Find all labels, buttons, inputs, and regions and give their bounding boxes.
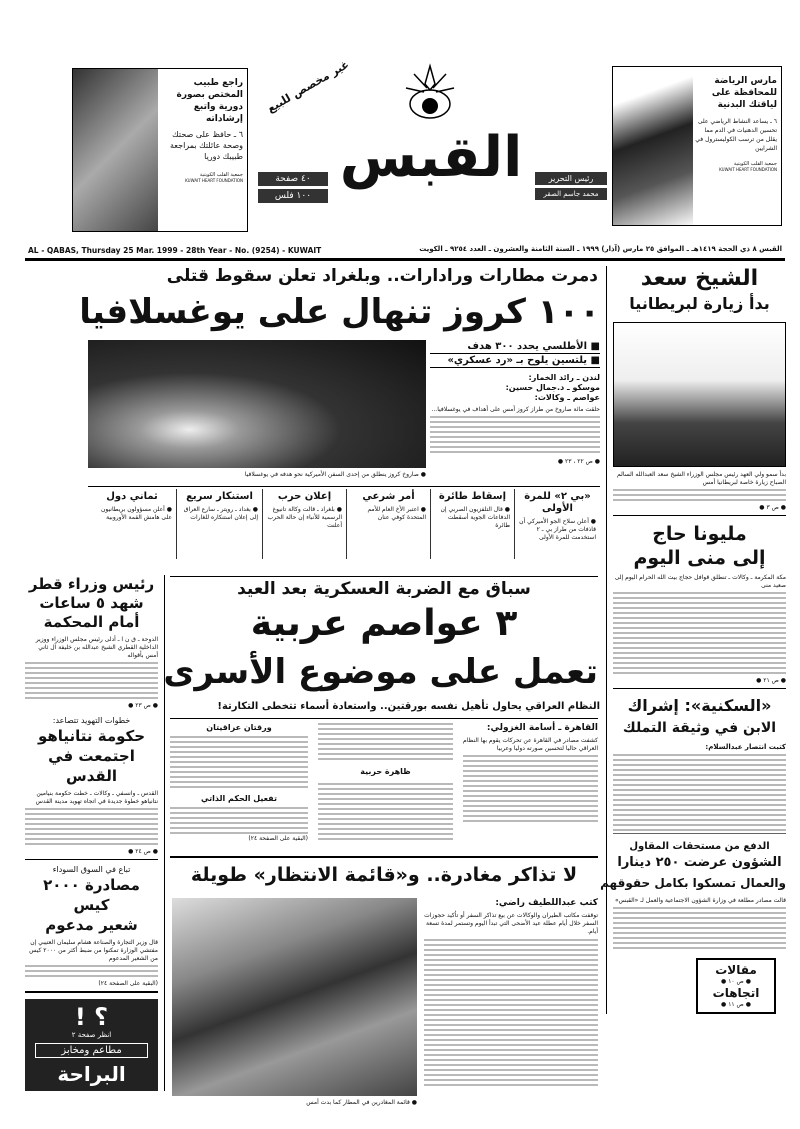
ad-left-text: ٦ ـ حافظ على صحتك وصحة عائلتك بمراجعة طبيبك دوريا xyxy=(169,130,243,161)
brief-title: «بي ٢» للمرة الأولى xyxy=(524,491,591,514)
israel-headline: حكومة نتانياهو اجتمعت في القدس xyxy=(37,727,146,785)
lead-kicker: دمرت مطارات ورادارات.. وبلغراد تعلن سقوط قتلى xyxy=(166,266,598,286)
ad-right-image xyxy=(613,67,693,226)
bakery-ad-marks: ؟ ! xyxy=(74,1003,109,1031)
hajj-body xyxy=(613,592,786,677)
dateline-arabic: القبس ٨ ذي الحجة ١٤١٩هـ ـ الموافق ٢٥ مارس (آذار) ١٩٩٩ ـ السنة الثامنة والعشرون ـ العدد ٩٢٥٤ ـ الكويت xyxy=(419,245,782,253)
tickets-body-text xyxy=(424,939,598,1089)
iraq-subdeck: النظام العراقي يحاول تأهيل نفسه بورقتين.. واستعادة أسماء تتخطى التكارتة! xyxy=(217,701,600,712)
market-body xyxy=(25,965,158,980)
brief-text: ● اعتبر الأخ العام للأمم المتحدة كوفي عنان xyxy=(367,506,426,521)
lead-bullet: ■ يلتسين يلوح بـ «رد عسكري» xyxy=(430,354,600,368)
israel-body xyxy=(25,808,158,848)
iraq-body-text xyxy=(463,755,598,825)
iraq-headline-1: ٣ عواصم عربية xyxy=(250,603,518,644)
lead-bullet-text: يلتسين يلوح بـ «رد عسكري» xyxy=(447,355,588,366)
tickets-caption: ● قائمة المغادرين في المطار كما بدت أمس xyxy=(306,1099,417,1106)
tickets-body: توقفت مكاتب الطيران والوكالات عن بيع تذاكر السفر أو تأكيد حجوزات السفر خلال أيام عطلة عيد الأضحى التي تبدأ اليوم وتستمر لمدة تسعة أيام. xyxy=(424,912,598,935)
brief-text: ● بلغراد ـ قالت وكالة تانيوغ الرسمية للأنباء إن حالة الحرب أعلنت xyxy=(267,506,342,529)
iraq-body xyxy=(170,718,598,848)
saad-body xyxy=(613,489,786,504)
brief-text: ● بغداد ـ رويتر ـ سارع العراق إلى إعلان استنكاره للغارات xyxy=(183,506,258,521)
left-column xyxy=(25,575,165,1091)
lead-bullet-text: الأطلسي يحدد ٣٠٠ هدف xyxy=(467,341,588,352)
tickets-byline: كتب عبداللطيف راضي: xyxy=(495,898,598,908)
lead-caption: ● صاروخ كروز ينطلق من إحدى السفن الأميركية نحو هدفه في يوغسلافيا xyxy=(244,471,426,478)
brief-title: أمر شرعي xyxy=(362,491,415,502)
contractor-text: قالت مصادر مطلعة في وزارة الشؤون الاجتماعية والعمل لـ «القبس» xyxy=(615,897,786,904)
lead-bullets xyxy=(430,340,600,466)
editor-label: رئيس التحرير xyxy=(535,172,607,185)
iraq-subhead-1: ظاهرة حربية xyxy=(360,767,411,776)
price-box xyxy=(258,172,328,203)
israel-text: القدس ـ وانسفي ـ وكالات ـ خطت حكومة بنيامين نتانياهو خطوة جديدة في اتجاه تهويد مدينة القدس xyxy=(35,790,158,805)
brief-eight-countries xyxy=(88,489,176,559)
dateline-english: AL - QABAS, Thursday 25 Mar. 1999 - 28th Year - No. (9254) - KUWAIT xyxy=(28,246,322,255)
iraq-body-text xyxy=(170,736,308,791)
iraq-body-text xyxy=(318,723,453,761)
ad-right-title: مارس الرياضة للمحافظة على لياقتك البدنية xyxy=(711,76,777,110)
brief-text: ● قال التلفزيون الصربي إن الدفاعات الجوية أسقطت طائرة xyxy=(440,506,510,529)
iraq-byline: القاهرة ـ أسامة الغزولي: xyxy=(486,723,598,733)
bakery-ad-brand1: مطاعم ومخابز xyxy=(35,1043,148,1058)
bakery-ad-line: انظر صفحة ٢ xyxy=(71,1031,112,1039)
housing-body xyxy=(613,754,786,834)
brief-title: ثماني دول xyxy=(106,491,158,502)
housing-headline-1: «السكنية»: إشراك xyxy=(627,696,772,715)
brief-text: ● أعلن مسؤولون بريطانيون على هامش القمة الأوروبية xyxy=(100,506,172,521)
ad-left-image xyxy=(73,69,158,232)
brief-text: ● أعلن سلاح الجو الأميركي أن قاذفات من طراز بي ـ ٢ استخدمت للمرة الأولى xyxy=(519,518,596,541)
lead-photo xyxy=(88,340,426,468)
masthead-rule xyxy=(25,258,785,261)
ad-left-sponsor: جمعية القلب الكويتية xyxy=(199,172,243,178)
brief-b2 xyxy=(514,489,600,559)
ad-left-sponsor-en: KUWAIT HEART FOUNDATION xyxy=(185,178,243,183)
not-for-sale-label: غير مخصص للبيع xyxy=(264,57,352,116)
saad-ref: ● ص ٣ ● xyxy=(613,504,786,516)
lead-body-text xyxy=(430,416,600,456)
lead-bullet: ■ الأطلسي يحدد ٣٠٠ هدف xyxy=(430,340,600,354)
iraq-subhead-2: ورقتان عراقيتان xyxy=(206,723,272,732)
hajj-headline-2: إلى منى اليوم xyxy=(633,547,766,569)
housing-byline: كتبت انتصار عبدالسلام: xyxy=(705,743,786,751)
iraq-body-text xyxy=(318,783,453,843)
market-kicker: تباع في السوق السوداء xyxy=(52,865,131,874)
index-box xyxy=(696,958,776,1014)
housing-headline-2: الابن في وثيقة التملك xyxy=(622,720,777,736)
contractor-kicker: الدفع من مستحقات المقاول xyxy=(629,841,770,852)
hajj-headline-1: مليونا حاج xyxy=(652,523,747,545)
editor-name: محمد جاسم الصقر xyxy=(535,188,607,200)
logo-emblem xyxy=(400,62,460,122)
saad-headline-1: الشيخ سعد xyxy=(640,266,759,291)
lead-headline: ١٠٠ كروز تنهال على يوغسلافيا xyxy=(79,292,600,332)
lead-byline: لندن ـ رائد الخمار: xyxy=(528,373,600,382)
israel-kicker: خطوات التهويد تتصاعد: xyxy=(52,716,131,725)
brief-title: إسقاط طائرة xyxy=(438,491,507,502)
brief-condemnation xyxy=(176,489,262,559)
brief-legal-order xyxy=(346,489,430,559)
index-trends: اتجاهات xyxy=(712,986,760,1000)
ad-left xyxy=(72,68,248,232)
saad-headline-2: بدأ زيارة لبريطانيا xyxy=(629,294,770,313)
index-trends-ref[interactable]: ● ص ١١ ● xyxy=(721,1001,751,1008)
iraq-headline-2: تعمل على موضوع الأسرى xyxy=(163,652,598,692)
bakery-ad xyxy=(25,999,158,1091)
brief-war xyxy=(262,489,346,559)
ad-left-title: راجع طبيب المختص بصورة دورية واتبع إرشاداته xyxy=(176,78,243,124)
lead-byline: عواصم ـ وكالات: xyxy=(534,393,600,402)
contractor-body xyxy=(613,907,786,952)
market-headline-2: شعير مدعوم xyxy=(45,916,138,934)
bakery-ad-brand2: البراحة xyxy=(57,1062,126,1086)
iraq-continued: (البقية على الصفحة ٢٤) xyxy=(248,835,308,842)
iraq-subhead-3: تفعيل الحكم الذاتي xyxy=(201,794,277,803)
lead-byline: موسكو ـ د.جمال حسين: xyxy=(505,383,600,392)
news-briefs-row xyxy=(88,486,600,570)
price: ١٠٠ فلس xyxy=(258,189,328,203)
ad-right-sponsor-en: KUWAIT HEART FOUNDATION xyxy=(719,167,777,172)
qatar-ref: ● ص ٢٣ ● xyxy=(128,702,158,709)
brief-title: استنكار سريع xyxy=(186,491,253,502)
ad-right xyxy=(612,66,782,226)
iraq-lead-text: كشفت مصادر في القاهرة عن تحركات يقوم بها النظام العراقي حاليا لتحسين صورته دوليا وعربيا xyxy=(463,737,598,752)
tickets-headline: لا تذاكر مغادرة.. و«قائمة الانتظار» طويلة xyxy=(170,856,598,890)
tickets-text xyxy=(424,898,598,1089)
editor-box xyxy=(535,172,607,200)
hajj-text: مكة المكرمة ـ وكالات ـ تنطلق قوافل حجاج بيت الله الحرام اليوم إلى صعيد منى xyxy=(614,574,786,589)
qatar-body xyxy=(25,662,158,702)
right-column xyxy=(600,266,786,1014)
lead-refs: ● ص ٢٢ ، ٢٣ ● xyxy=(557,458,600,465)
contractor-headline-1: الشؤون عرضت ٢٥٠ دينارا xyxy=(617,855,782,870)
market-headline-1: مصادرة ٢٠٠٠ كيس xyxy=(43,876,140,914)
iraq-body-text xyxy=(170,807,308,835)
contractor-headline-2: والعمال تمسكوا بكامل حقوقهم xyxy=(600,876,786,890)
index-articles: مقالات xyxy=(715,963,757,977)
lead-body: حلقت مائة صاروخ من طراز كروز أمس على أهداف في يوغسلافيا... xyxy=(431,406,600,413)
israel-ref: ● ص ٢٤ ● xyxy=(25,848,158,860)
iraq-kicker: سباق مع الضربة العسكرية بعد العيد xyxy=(170,576,598,600)
qatar-text: الدوحة ـ ق ن ا ـ أدلى رئيس مجلس الوزراء ووزير الداخلية القطري الشيخ عبدالله بن خليفة آل ثاني أمس بأقواله xyxy=(35,636,158,659)
market-text: قال وزير التجارة والصناعة هشام سليمان العتيبي إن مفتشي الوزارة تمكنوا من ضبط أكثر من ٢٠٠٠ كيس من الشعير المدعوم xyxy=(29,939,158,962)
market-continued: (البقية على الصفحة ٢٤) xyxy=(25,980,158,993)
page-count: ٤٠ صفحة xyxy=(258,172,328,186)
saad-text: بدأ سمو ولي العهد رئيس مجلس الوزراء الشيخ سعد العبدالله السالم الصباح زيارة خاصة لبريطانيا أمس xyxy=(617,471,786,486)
hajj-ref: ● ص ٢١ ● xyxy=(613,677,786,689)
tickets-photo xyxy=(172,898,417,1096)
logo: القبس xyxy=(339,125,523,190)
qatar-headline: رئيس وزراء قطر شهد ٥ ساعات أمام المحكمة xyxy=(28,575,155,631)
index-articles-ref[interactable]: ● ص ١٠ ● xyxy=(721,978,751,985)
brief-title: إعلان حرب xyxy=(277,491,332,502)
ad-right-sponsor: جمعية القلب الكويتية xyxy=(733,161,777,167)
saad-photo xyxy=(613,322,786,467)
brief-plane xyxy=(430,489,514,559)
ad-right-text: ٦ ـ يساعد النشاط الرياضي على تحسين الدهنيات في الدم مما يقلل من ترسب الكوليسترول في الشرايين xyxy=(695,118,777,152)
